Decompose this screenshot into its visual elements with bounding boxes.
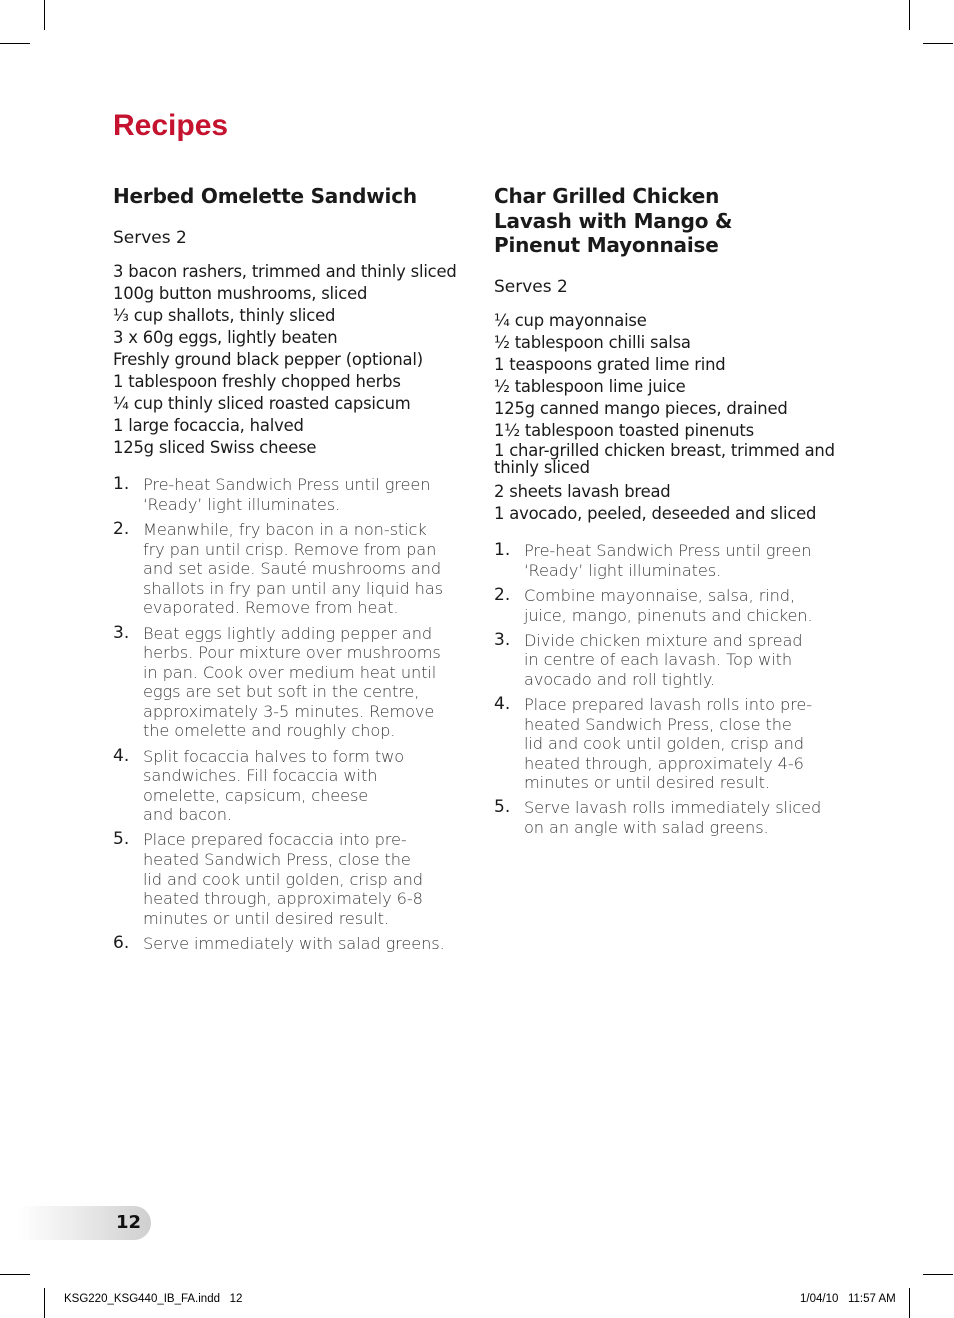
page-number-tab (18, 1206, 151, 1240)
method-step (113, 934, 463, 954)
step-line: ‘Ready’ light illuminates. (524, 560, 722, 580)
crop-mark (0, 43, 30, 44)
step-line: Serve lavash rolls immediately sliced (524, 798, 822, 818)
step-line: Serve immediately with salad greens. (143, 933, 445, 953)
step-line: in centre of each lavash. Top with (524, 650, 793, 670)
step-text (524, 798, 844, 837)
step-line: eggs are set but soft in the centre, (143, 682, 420, 702)
crop-mark (0, 1274, 30, 1275)
step-line: approximately 3-5 minutes. Remove (143, 701, 435, 721)
method-step (113, 475, 463, 514)
recipe-herbed-omelette (113, 184, 463, 959)
step-line: Pre-heat Sandwich Press until green (143, 475, 431, 495)
method-step (113, 830, 463, 928)
step-line: Place prepared lavash rolls into pre- (524, 694, 812, 714)
step-number: 1. (494, 540, 511, 561)
ingredient-list (494, 310, 844, 526)
step-number: 2. (494, 584, 511, 605)
serves-label: Serves 2 (494, 276, 568, 297)
step-line: avocado and roll tightly. (524, 669, 716, 689)
step-line: heated through, approximately 4-6 (524, 753, 804, 773)
ingredient-item: 3 x 60g eggs, lightly beaten (113, 327, 338, 347)
step-line: ‘Ready’ light illuminates. (143, 494, 341, 514)
recipe-char-grilled-chicken (494, 184, 844, 843)
crop-mark (44, 1288, 45, 1318)
step-line: Beat eggs lightly adding pepper and (143, 623, 433, 643)
recipe-title-line: Herbed Omelette Sandwich (113, 184, 417, 208)
footer-file-slug: KSG220_KSG440_IB_FA.indd 12 (64, 1293, 243, 1305)
step-line: on an angle with salad greens. (524, 817, 769, 837)
step-line: lid and cook until golden, crisp and (143, 869, 423, 889)
step-line: and bacon. (143, 805, 233, 825)
step-number: 4. (494, 693, 511, 714)
method-step (494, 798, 844, 837)
step-text (524, 631, 844, 690)
crop-mark (909, 1288, 910, 1318)
step-text (524, 541, 844, 580)
step-text (524, 586, 844, 625)
recipe-title-line: Pinenut Mayonnaise (494, 233, 719, 257)
ingredient-list (113, 261, 463, 460)
step-text (143, 624, 463, 742)
ingredient-item: 125g sliced Swiss cheese (113, 438, 317, 458)
crop-mark (923, 1274, 953, 1275)
method-step (494, 631, 844, 690)
step-line: sandwiches. Fill focaccia with (143, 766, 378, 786)
step-text (143, 934, 463, 954)
step-line: Split focaccia halves to form two (143, 746, 405, 766)
step-line: Divide chicken mixture and spread (524, 630, 803, 650)
step-line: Place prepared focaccia into pre- (143, 830, 407, 850)
ingredient-item: 1 char-grilled chicken breast, trimmed and thinly sliced (494, 441, 835, 478)
step-line: omelette, capsicum, cheese (143, 785, 369, 805)
step-line: and set aside. Sauté mushrooms and (143, 559, 441, 579)
ingredient-item: 2 sheets lavash bread (494, 482, 671, 502)
step-number: 2. (113, 519, 130, 540)
page-number: 12 (115, 1212, 141, 1233)
method-step (113, 747, 463, 825)
method-step (494, 695, 844, 793)
step-line: lid and cook until golden, crisp and (524, 734, 804, 754)
ingredient-item: 1 avocado, peeled, deseeded and sliced (494, 504, 817, 524)
method-step (113, 624, 463, 742)
ingredient-item: 1 tablespoon freshly chopped herbs (113, 371, 401, 391)
ingredient-item: ½ tablespoon chilli salsa (494, 332, 691, 352)
step-line: Pre-heat Sandwich Press until green (524, 541, 812, 561)
step-line: heated Sandwich Press, close the (143, 850, 411, 870)
step-line: minutes or until desired result. (524, 773, 770, 793)
step-line: in pan. Cook over medium heat until (143, 662, 437, 682)
step-line: the omelette and roughly chop. (143, 721, 396, 741)
ingredient-item: 100g button mushrooms, sliced (113, 283, 368, 303)
step-number: 3. (113, 622, 130, 643)
step-line: heated Sandwich Press, close the (524, 714, 792, 734)
step-text (524, 695, 844, 793)
step-text (143, 830, 463, 928)
crop-mark (44, 0, 45, 30)
method-step (494, 586, 844, 625)
method-steps (113, 475, 463, 953)
ingredient-item: 125g canned mango pieces, drained (494, 398, 788, 418)
recipe-title-line: Char Grilled Chicken (494, 184, 720, 208)
serves-label: Serves 2 (113, 227, 187, 248)
step-text (143, 520, 463, 618)
step-number: 5. (113, 829, 130, 850)
ingredient-item: 1 teaspoons grated lime rind (494, 354, 726, 374)
step-number: 3. (494, 629, 511, 650)
step-number: 1. (113, 474, 130, 495)
ingredient-item: Freshly ground black pepper (optional) (113, 349, 423, 369)
step-number: 5. (494, 797, 511, 818)
page-title: Recipes (113, 109, 229, 142)
step-line: Meanwhile, fry bacon in a non-stick (143, 520, 427, 540)
step-line: minutes or until desired result. (143, 908, 389, 928)
step-line: juice, mango, pinenuts and chicken. (524, 605, 813, 625)
step-line: heated through, approximately 6-8 (143, 889, 423, 909)
ingredient-item: ¼ cup thinly sliced roasted capsicum (113, 394, 411, 414)
method-step (113, 520, 463, 618)
ingredient-item: ¼ cup mayonnaise (494, 310, 647, 330)
ingredient-item: 1 large focaccia, halved (113, 416, 304, 436)
ingredient-item: 3 bacon rashers, trimmed and thinly sliced (113, 261, 457, 281)
crop-mark (923, 43, 953, 44)
step-line: evaporated. Remove from heat. (143, 598, 399, 618)
step-number: 6. (113, 932, 130, 953)
recipe-title (494, 184, 844, 258)
ingredient-item: ⅓ cup shallots, thinly sliced (113, 305, 336, 325)
footer-timestamp: 1/04/10 11:57 AM (800, 1293, 896, 1305)
step-text (143, 475, 463, 514)
step-text (143, 747, 463, 825)
crop-mark (909, 0, 910, 30)
method-steps (494, 541, 844, 837)
recipe-title-line: Lavash with Mango & (494, 208, 733, 233)
step-number: 4. (113, 745, 130, 766)
ingredient-item: ½ tablespoon lime juice (494, 376, 686, 396)
step-line: shallots in fry pan until any liquid has (143, 578, 443, 598)
step-line: Combine mayonnaise, salsa, rind, (524, 585, 796, 605)
recipe-title (113, 184, 463, 209)
step-line: herbs. Pour mixture over mushrooms (143, 643, 441, 663)
step-line: fry pan until crisp. Remove from pan (143, 539, 437, 559)
ingredient-item: 1½ tablespoon toasted pinenuts (494, 420, 754, 440)
method-step (494, 541, 844, 580)
